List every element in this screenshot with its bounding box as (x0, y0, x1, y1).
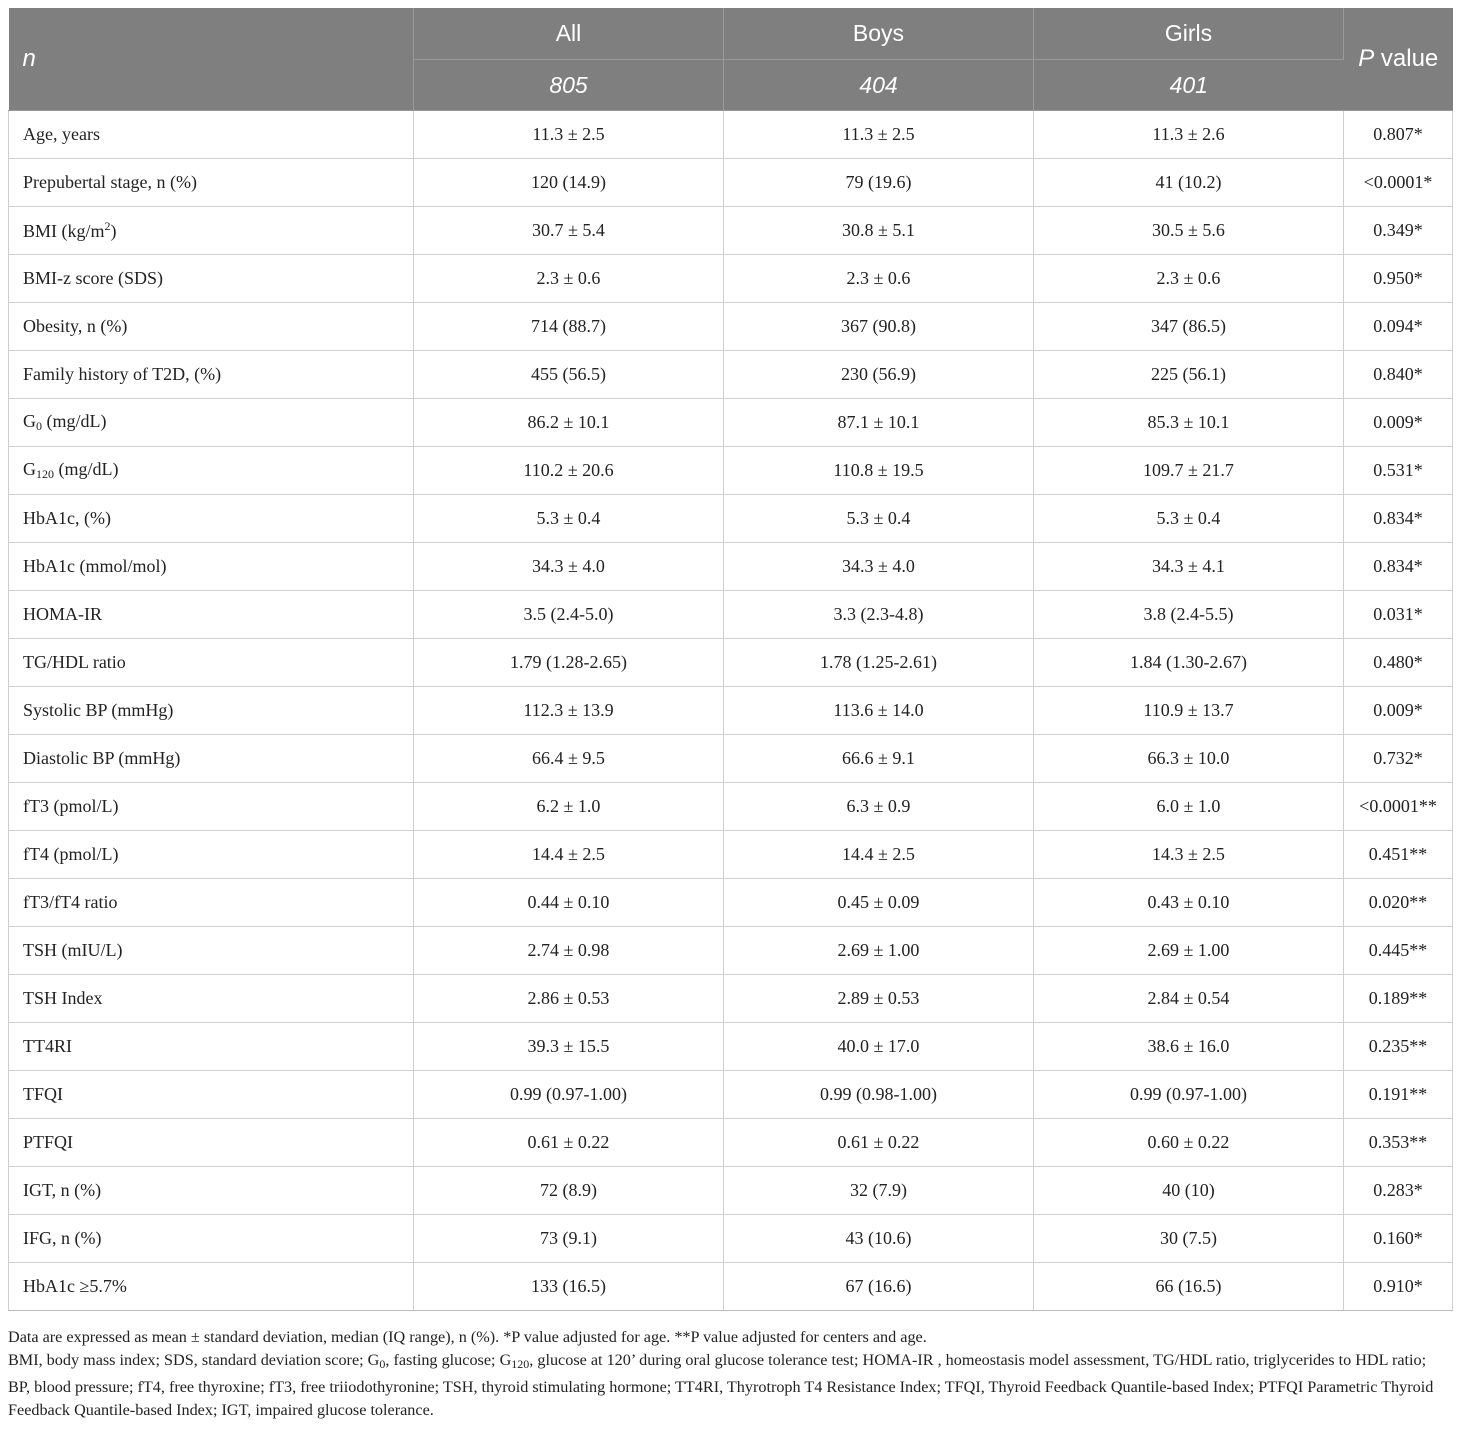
row-label-text: TFQI (23, 1084, 63, 1104)
row-label (9, 159, 414, 207)
cell-p-value: 0.349* (1344, 207, 1453, 255)
table-row (9, 639, 1453, 687)
table-row (9, 879, 1453, 927)
table-row (9, 687, 1453, 735)
cell-all: 455 (56.5) (414, 351, 724, 399)
cell-p-value: <0.0001* (1344, 159, 1453, 207)
cell-boys: 32 (7.9) (724, 1167, 1034, 1215)
cell-boys: 0.99 (0.98-1.00) (724, 1071, 1034, 1119)
cell-all: 714 (88.7) (414, 303, 724, 351)
cell-p-value: 0.353** (1344, 1119, 1453, 1167)
row-label-text: HOMA-IR (23, 604, 102, 624)
table-footnote (8, 1326, 1452, 1422)
cell-boys: 6.3 ± 0.9 (724, 783, 1034, 831)
row-label (9, 1071, 414, 1119)
row-label (9, 255, 414, 303)
cell-boys: 2.89 ± 0.53 (724, 975, 1034, 1023)
footnote-sub-120: 120 (511, 1357, 530, 1371)
row-label-text: Prepubertal stage, n (%) (23, 172, 197, 192)
cell-girls: 1.84 (1.30-2.67) (1034, 639, 1344, 687)
row-label-text: IFG, n (%) (23, 1228, 102, 1248)
cell-all: 86.2 ± 10.1 (414, 399, 724, 447)
cell-boys: 3.3 (2.3-4.8) (724, 591, 1034, 639)
cell-p-value: 0.445** (1344, 927, 1453, 975)
row-label (9, 1215, 414, 1263)
cell-boys: 43 (10.6) (724, 1215, 1034, 1263)
table-row (9, 399, 1453, 447)
footnote-part-b: , fasting glucose; G (385, 1351, 512, 1369)
cell-boys: 11.3 ± 2.5 (724, 111, 1034, 159)
cell-p-value: <0.0001** (1344, 783, 1453, 831)
cell-girls: 6.0 ± 1.0 (1034, 783, 1344, 831)
cell-boys: 30.8 ± 5.1 (724, 207, 1034, 255)
cell-all: 11.3 ± 2.5 (414, 111, 724, 159)
p-value-header (1344, 8, 1453, 111)
row-label-text: PTFQI (23, 1132, 74, 1152)
cell-boys: 113.6 ± 14.0 (724, 687, 1034, 735)
cell-all: 39.3 ± 15.5 (414, 1023, 724, 1071)
row-label-text: G (23, 459, 36, 479)
footnote-part-a: BMI, body mass index; SDS, standard deviation score; G (8, 1351, 380, 1369)
cell-p-value: 0.191** (1344, 1071, 1453, 1119)
table-row (9, 1215, 1453, 1263)
cell-girls: 5.3 ± 0.4 (1034, 495, 1344, 543)
footnote-abbreviations (8, 1349, 1452, 1422)
cell-all: 0.99 (0.97-1.00) (414, 1071, 724, 1119)
row-label-text: Family history of T2D, (%) (23, 364, 222, 384)
row-label-text: TT4RI (23, 1036, 72, 1056)
table-row (9, 927, 1453, 975)
table-row (9, 783, 1453, 831)
row-label-text: TSH (mIU/L) (23, 940, 123, 960)
row-label (9, 1167, 414, 1215)
row-label-text: HbA1c (mmol/mol) (23, 556, 167, 576)
cell-all: 72 (8.9) (414, 1167, 724, 1215)
row-label-text: IGT, n (%) (23, 1180, 102, 1200)
row-label (9, 735, 414, 783)
row-label-suffix: (mg/dL) (42, 411, 107, 431)
table-row (9, 447, 1453, 495)
table-row (9, 1167, 1453, 1215)
row-label-text: BMI (kg/m (23, 221, 105, 241)
table-row (9, 1119, 1453, 1167)
cell-girls: 110.9 ± 13.7 (1034, 687, 1344, 735)
footnote-part-c: , glucose at 120’ during oral glucose tolerance test; HOMA-IR , homeostasis model assessment, TG/HDL ratio, triglycerides to HDL ratio; BP, blood pressure; fT4, free thyroxine; fT3, free triiodothyronine; TSH, thyroid stimulating hormone; TT4RI, Thyrotroph T4 Resistance Index; TFQI, Thyroid Feedback Quantile-based Index; PTFQI Parametric Thyroid Feedback Quantile-based Index; IGT, impaired glucose tolerance. (8, 1351, 1434, 1419)
cell-all: 2.86 ± 0.53 (414, 975, 724, 1023)
data-table-container (8, 8, 1452, 1311)
cell-boys: 110.8 ± 19.5 (724, 447, 1034, 495)
cell-all: 2.74 ± 0.98 (414, 927, 724, 975)
cell-p-value: 0.235** (1344, 1023, 1453, 1071)
cell-all: 1.79 (1.28-2.65) (414, 639, 724, 687)
row-label-text: Age, years (23, 124, 100, 144)
cell-all: 120 (14.9) (414, 159, 724, 207)
cell-p-value: 0.451** (1344, 831, 1453, 879)
cell-all: 133 (16.5) (414, 1263, 724, 1311)
row-label-superscript: 2 (104, 219, 111, 233)
row-label-suffix: (mg/dL) (54, 459, 119, 479)
table-row (9, 1263, 1453, 1311)
table-row (9, 111, 1453, 159)
cell-girls: 30 (7.5) (1034, 1215, 1344, 1263)
cell-boys: 66.6 ± 9.1 (724, 735, 1034, 783)
row-label (9, 879, 414, 927)
cell-p-value: 0.094* (1344, 303, 1453, 351)
cell-all: 112.3 ± 13.9 (414, 687, 724, 735)
table-row (9, 159, 1453, 207)
row-label (9, 975, 414, 1023)
cell-girls: 225 (56.1) (1034, 351, 1344, 399)
cell-girls: 38.6 ± 16.0 (1034, 1023, 1344, 1071)
cell-p-value: 0.283* (1344, 1167, 1453, 1215)
row-label-text: HbA1c, (%) (23, 508, 111, 528)
cell-all: 14.4 ± 2.5 (414, 831, 724, 879)
row-label-text: BMI-z score (SDS) (23, 268, 163, 288)
footnote-line-1: Data are expressed as mean ± standard deviation, median (IQ range), n (%). *P value adjusted for age. **P value adjusted for centers and age. (8, 1328, 927, 1346)
cell-girls: 34.3 ± 4.1 (1034, 543, 1344, 591)
cell-p-value: 0.020** (1344, 879, 1453, 927)
cell-p-value: 0.031* (1344, 591, 1453, 639)
cell-girls: 2.3 ± 0.6 (1034, 255, 1344, 303)
cell-girls: 11.3 ± 2.6 (1034, 111, 1344, 159)
cell-girls: 30.5 ± 5.6 (1034, 207, 1344, 255)
row-label (9, 1119, 414, 1167)
p-value-word: value (1374, 45, 1439, 72)
row-label-text: Obesity, n (%) (23, 316, 128, 336)
cell-p-value: 0.189** (1344, 975, 1453, 1023)
row-label-text: TSH Index (23, 988, 103, 1008)
row-label (9, 1263, 414, 1311)
cell-boys: 87.1 ± 10.1 (724, 399, 1034, 447)
row-label (9, 591, 414, 639)
cell-boys: 34.3 ± 4.0 (724, 543, 1034, 591)
count-boys: 404 (724, 60, 1034, 111)
cell-girls: 0.43 ± 0.10 (1034, 879, 1344, 927)
cell-girls: 66 (16.5) (1034, 1263, 1344, 1311)
row-label (9, 543, 414, 591)
count-girls: 401 (1034, 60, 1344, 111)
row-label-text: fT3 (pmol/L) (23, 796, 119, 816)
cell-p-value: 0.160* (1344, 1215, 1453, 1263)
row-label (9, 303, 414, 351)
cell-all: 0.61 ± 0.22 (414, 1119, 724, 1167)
p-letter: P (1358, 45, 1375, 72)
cell-p-value: 0.834* (1344, 543, 1453, 591)
cell-all: 30.7 ± 5.4 (414, 207, 724, 255)
cell-p-value: 0.834* (1344, 495, 1453, 543)
table-row (9, 975, 1453, 1023)
row-label (9, 207, 414, 255)
row-label (9, 447, 414, 495)
table-body (9, 111, 1453, 1311)
row-label (9, 687, 414, 735)
cell-boys: 40.0 ± 17.0 (724, 1023, 1034, 1071)
cell-p-value: 0.009* (1344, 399, 1453, 447)
cell-boys: 0.45 ± 0.09 (724, 879, 1034, 927)
cell-girls: 0.60 ± 0.22 (1034, 1119, 1344, 1167)
row-label (9, 351, 414, 399)
cell-girls: 14.3 ± 2.5 (1034, 831, 1344, 879)
header-boys: Boys (724, 8, 1034, 60)
cell-all: 0.44 ± 0.10 (414, 879, 724, 927)
cell-girls: 40 (10) (1034, 1167, 1344, 1215)
table-row (9, 543, 1453, 591)
header-all: All (414, 8, 724, 60)
cell-boys: 230 (56.9) (724, 351, 1034, 399)
row-label-text: TG/HDL ratio (23, 652, 126, 672)
row-label (9, 831, 414, 879)
table-row (9, 303, 1453, 351)
characteristics-table (8, 8, 1453, 1311)
row-label (9, 783, 414, 831)
row-label-subscript: 120 (36, 467, 54, 481)
cell-girls: 41 (10.2) (1034, 159, 1344, 207)
row-label-text: HbA1c ≥5.7% (23, 1276, 127, 1296)
row-label (9, 927, 414, 975)
cell-girls: 66.3 ± 10.0 (1034, 735, 1344, 783)
row-label-text: fT3/fT4 ratio (23, 892, 118, 912)
row-label-text: Systolic BP (mmHg) (23, 700, 174, 720)
cell-boys: 1.78 (1.25-2.61) (724, 639, 1034, 687)
row-label (9, 111, 414, 159)
cell-all: 3.5 (2.4-5.0) (414, 591, 724, 639)
n-header: n (9, 8, 414, 111)
table-row (9, 1071, 1453, 1119)
cell-girls: 109.7 ± 21.7 (1034, 447, 1344, 495)
row-label (9, 495, 414, 543)
cell-p-value: 0.009* (1344, 687, 1453, 735)
cell-p-value: 0.480* (1344, 639, 1453, 687)
cell-p-value: 0.910* (1344, 1263, 1453, 1311)
cell-girls: 347 (86.5) (1034, 303, 1344, 351)
cell-girls: 2.84 ± 0.54 (1034, 975, 1344, 1023)
cell-girls: 2.69 ± 1.00 (1034, 927, 1344, 975)
cell-boys: 0.61 ± 0.22 (724, 1119, 1034, 1167)
cell-boys: 14.4 ± 2.5 (724, 831, 1034, 879)
footnote-sub-0: 0 (379, 1357, 386, 1371)
cell-girls: 85.3 ± 10.1 (1034, 399, 1344, 447)
table-header (9, 8, 1453, 111)
table-row (9, 831, 1453, 879)
row-label-text: Diastolic BP (mmHg) (23, 748, 181, 768)
cell-p-value: 0.732* (1344, 735, 1453, 783)
cell-all: 66.4 ± 9.5 (414, 735, 724, 783)
table-row (9, 735, 1453, 783)
cell-p-value: 0.531* (1344, 447, 1453, 495)
count-all: 805 (414, 60, 724, 111)
cell-all: 2.3 ± 0.6 (414, 255, 724, 303)
cell-all: 73 (9.1) (414, 1215, 724, 1263)
row-label (9, 1023, 414, 1071)
cell-all: 5.3 ± 0.4 (414, 495, 724, 543)
table-row (9, 591, 1453, 639)
table-row (9, 1023, 1453, 1071)
cell-boys: 79 (19.6) (724, 159, 1034, 207)
cell-girls: 0.99 (0.97-1.00) (1034, 1071, 1344, 1119)
cell-all: 34.3 ± 4.0 (414, 543, 724, 591)
cell-boys: 367 (90.8) (724, 303, 1034, 351)
cell-all: 6.2 ± 1.0 (414, 783, 724, 831)
header-girls: Girls (1034, 8, 1344, 60)
table-row (9, 207, 1453, 255)
row-label (9, 639, 414, 687)
table-row (9, 351, 1453, 399)
row-label-subscript: 0 (36, 419, 42, 433)
cell-p-value: 0.840* (1344, 351, 1453, 399)
cell-boys: 67 (16.6) (724, 1263, 1034, 1311)
row-label-text: fT4 (pmol/L) (23, 844, 119, 864)
cell-all: 110.2 ± 20.6 (414, 447, 724, 495)
row-label-text: G (23, 411, 36, 431)
cell-boys: 2.69 ± 1.00 (724, 927, 1034, 975)
row-label (9, 399, 414, 447)
cell-p-value: 0.950* (1344, 255, 1453, 303)
cell-p-value: 0.807* (1344, 111, 1453, 159)
table-row (9, 495, 1453, 543)
table-row (9, 255, 1453, 303)
row-label-suffix: ) (110, 221, 117, 241)
cell-boys: 2.3 ± 0.6 (724, 255, 1034, 303)
cell-girls: 3.8 (2.4-5.5) (1034, 591, 1344, 639)
cell-boys: 5.3 ± 0.4 (724, 495, 1034, 543)
